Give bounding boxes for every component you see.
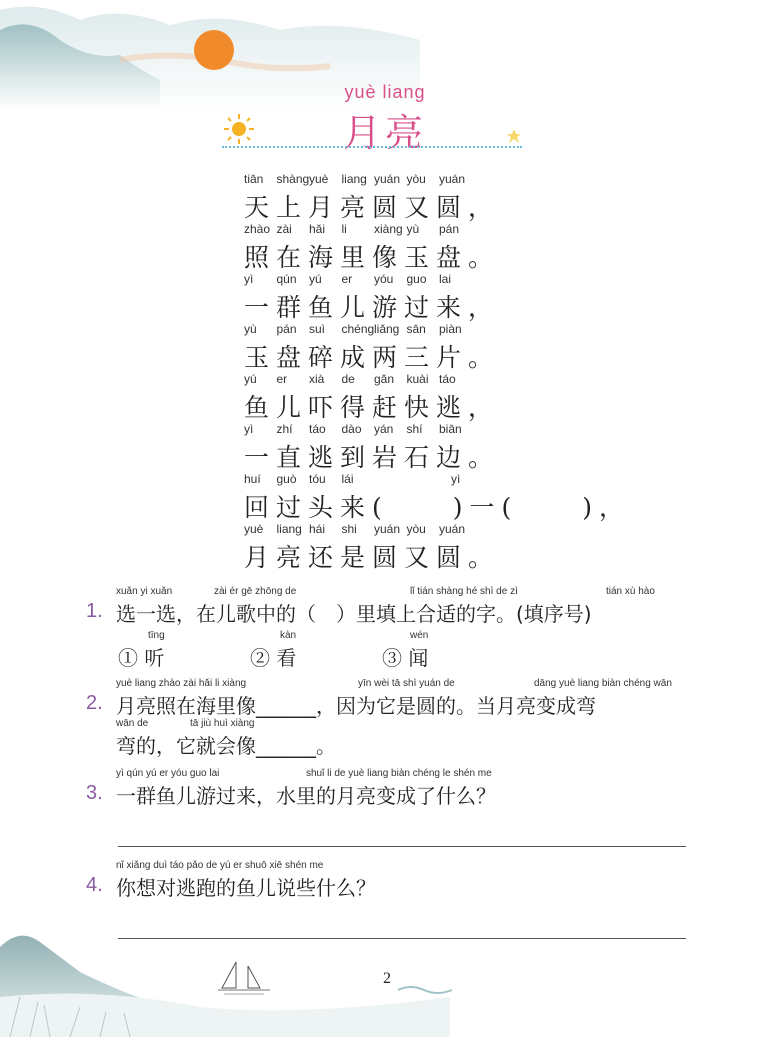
poem-pinyin: er (341, 272, 353, 286)
poem-pinyin: liǎng (374, 322, 400, 336)
poem-pinyin: er (276, 372, 288, 386)
title-divider (222, 146, 522, 148)
poem-pinyin: yú (309, 272, 322, 286)
page-title: 月亮 (342, 111, 427, 155)
poem-pinyin: sān (406, 322, 426, 336)
poem-pinyin: táo (309, 422, 326, 436)
q4-number: 4. (86, 874, 103, 896)
poem-text: 一群鱼儿游过来， (244, 293, 501, 322)
poem-pinyin: huí (244, 472, 261, 486)
small-sun-icon (222, 112, 256, 146)
poem-pinyin: li (341, 222, 347, 236)
poem-text: 回过头来( )一( )， (244, 493, 632, 522)
poem-pinyin: hǎi (309, 222, 326, 236)
poem-pinyin: yì (244, 422, 254, 436)
q1-pinyin-2: zài ér gē zhōng de (214, 586, 297, 597)
q1-option-1-pinyin: tīng (148, 630, 165, 641)
q3-text: 一群鱼儿游过来，水里的月亮变成了什么？ (116, 784, 496, 808)
poem-pinyin: qún (276, 272, 297, 286)
poem-pinyin: chéng (341, 322, 375, 336)
poem-pinyin: yì (451, 472, 461, 486)
poem-text: 照在海里像玉盘。 (244, 243, 501, 272)
poem-pinyin: liang (341, 172, 367, 186)
poem-pinyin: táo (439, 372, 456, 386)
poem-pinyin: yì (244, 272, 254, 286)
q2-line-2: 弯的，它就会像______。 (116, 734, 336, 758)
poem-pinyin: yuè (309, 172, 329, 186)
q3-pinyin-2: shuǐ li de yuè liang biàn chéng le shén me (306, 768, 492, 779)
q1-pinyin-1: xuǎn yi xuǎn (116, 586, 173, 597)
q1-option-1: ① 听 (118, 646, 165, 670)
q2-pinyin-4: wān de (116, 718, 149, 729)
poem-pinyin: shàng (276, 172, 310, 186)
poem-pinyin: yù (406, 222, 420, 236)
sailboat-icon (214, 960, 274, 1000)
poem-pinyin: tiān (244, 172, 264, 186)
poem-pinyin: dào (341, 422, 362, 436)
poem-text: 一直逃到岩石边。 (244, 443, 501, 472)
poem-pinyin: pán (439, 222, 460, 236)
q1-text: 选一选，在儿歌中的（ ）里填上合适的字。(填序号) (116, 602, 592, 626)
q2-pinyin-2: yīn wèi tā shì yuán de (358, 678, 455, 689)
poem-pinyin: xiàng (374, 222, 403, 236)
poem-pinyin: lai (439, 272, 452, 286)
q1-option-2-pinyin: kàn (280, 630, 297, 641)
q1-pinyin-3: lǐ tián shàng hé shì de zì (410, 586, 518, 597)
poem-pinyin: biān (439, 422, 462, 436)
q2-pinyin-3: dāng yuè liang biàn chéng wān (534, 678, 672, 689)
poem-pinyin: guò (276, 472, 297, 486)
poem-pinyin: shi (341, 522, 357, 536)
poem-pinyin: zhào (244, 222, 271, 236)
sun-icon (192, 28, 236, 72)
poem-text: 鱼儿吓得赶快逃， (244, 393, 501, 422)
water-ripple-decoration (396, 982, 456, 996)
poem-pinyin: yuán (374, 522, 401, 536)
poem-pinyin: guo (406, 272, 427, 286)
q3-answer-line[interactable] (118, 846, 686, 847)
poem-pinyin: yuán (439, 172, 466, 186)
poem-pinyin: lái (341, 472, 354, 486)
poem-pinyin: kuài (406, 372, 429, 386)
poem-pinyin: piàn (439, 322, 462, 336)
poem-pinyin: liang (276, 522, 302, 536)
poem-pinyin: zhí (276, 422, 293, 436)
poem-text: 天上月亮圆又圆， (244, 193, 501, 222)
q2-number: 2. (86, 692, 103, 714)
poem-pinyin: yuán (374, 172, 401, 186)
poem-pinyin: xià (309, 372, 325, 386)
poem-pinyin: hái (309, 522, 326, 536)
page-number: 2 (383, 970, 391, 987)
poem-pinyin: yòu (406, 172, 426, 186)
poem-pinyin: suì (309, 322, 326, 336)
title-pinyin: yuè liang (344, 82, 426, 102)
q1-number: 1. (86, 600, 103, 622)
poem-pinyin: yuán (439, 522, 466, 536)
q2-line-1: 月亮照在海里像______，因为它是圆的。当月亮变成弯 (116, 694, 596, 718)
q3-pinyin-1: yì qún yú er yóu guo lai (116, 768, 220, 779)
poem-pinyin: yú (244, 372, 257, 386)
poem-pinyin: yòu (406, 522, 426, 536)
poem-pinyin: yóu (374, 272, 394, 286)
poem-pinyin: yán (374, 422, 394, 436)
q2-pinyin-1: yuè liang zhào zài hǎi li xiàng (116, 678, 247, 689)
q1-option-3: ③ 闻 (382, 646, 429, 670)
star-icon (506, 128, 522, 144)
poem-pinyin: shí (406, 422, 423, 436)
poem-pinyin: pán (276, 322, 297, 336)
q4-pinyin: nǐ xiǎng duì táo pǎo de yú er shuō xiē shén me (116, 860, 324, 871)
poem-text: 玉盘碎成两三片。 (244, 343, 501, 372)
q4-text: 你想对逃跑的鱼儿说些什么？ (116, 876, 376, 900)
q2-pinyin-5: tā jiù huì xiàng (190, 718, 255, 729)
poem-text: 月亮还是圆又圆。 (244, 543, 501, 572)
poem-pinyin: yuè (244, 522, 264, 536)
poem-pinyin: yù (244, 322, 257, 336)
poem-pinyin: zài (276, 222, 292, 236)
q1-pinyin-4: tián xù hào (606, 586, 655, 597)
q3-number: 3. (86, 782, 103, 804)
q1-option-2: ② 看 (250, 646, 297, 670)
poem-pinyin: gǎn (374, 372, 395, 386)
q1-option-3-pinyin: wén (410, 630, 429, 641)
poem-pinyin: tóu (309, 472, 326, 486)
poem-pinyin: de (341, 372, 355, 386)
